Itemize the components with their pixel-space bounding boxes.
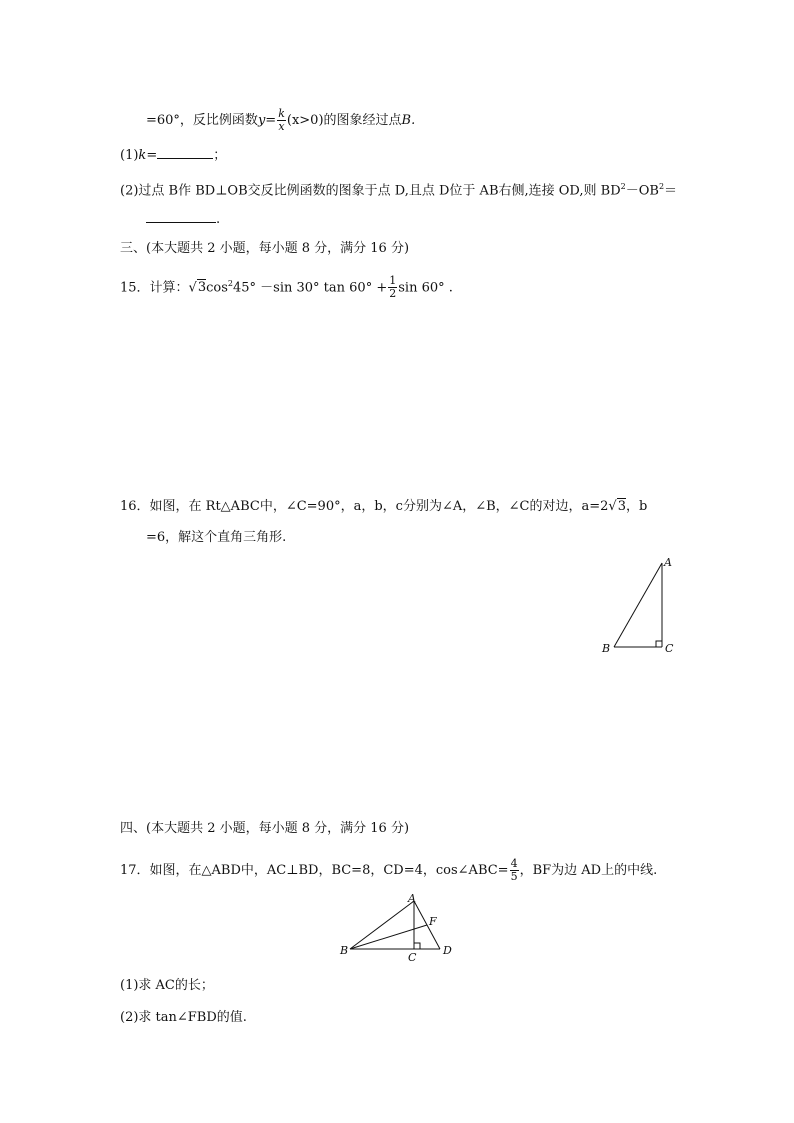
q16-text-end: ，b: [626, 499, 648, 514]
q15-line: 15．计算：$√3\cos^245^\circ -\sin$ 30° tan 60° + $\frac{1}{2}$ sin 60° .: [120, 274, 453, 301]
q14-fraction: [277, 108, 286, 133]
q15-label: 15．计算：: [120, 280, 189, 296]
q14-sub2-answer: [146, 208, 220, 230]
q14-sub1: [120, 144, 226, 166]
q14-text-b: 的图象经过点: [323, 113, 402, 128]
q15-sqrt-arg: 3: [197, 280, 207, 296]
q15-fraction: [388, 275, 397, 300]
q14-text-a: =60°，反比例函数: [146, 113, 258, 128]
q14-sub2-sup2: 2: [658, 182, 665, 191]
q15-frac-den: 2: [389, 287, 397, 301]
q14-sub2-sup1: 2: [620, 182, 626, 191]
answer-blank-2[interactable]: [146, 208, 216, 223]
q14-sub2-end: .: [216, 212, 221, 227]
label-b: B: [602, 642, 611, 655]
q14-eq: =: [265, 113, 277, 128]
segment-ab: [614, 563, 662, 647]
q16-line1: 16．如图，在 Rt△ABC中，∠C=90°，a，b，c分别为∠A，∠B，∠C的对边，a=2√3，b: [120, 499, 648, 514]
q15-expr: 45° －sin 30° tan 60° +: [233, 280, 388, 296]
segment-ab: [350, 901, 414, 949]
label-c: C: [665, 642, 674, 655]
right-angle-mark: [414, 943, 420, 949]
right-angle-mark: [656, 641, 662, 647]
label-f: F: [429, 915, 437, 928]
q15-expr-end: sin 60° .: [398, 280, 453, 296]
q14-frac-num: k: [278, 107, 285, 120]
label-a: A: [408, 892, 416, 905]
section-4-heading: 四、(本大题共 2 小题，每小题 8 分，满分 16 分): [120, 821, 410, 836]
q14-y: y: [257, 113, 266, 128]
q17-triangle-figure: [336, 892, 466, 964]
q17-text-a: 17．如图，在△ABD中，AC⊥BD，BC=8，CD=4，cos∠ABC=: [120, 863, 509, 878]
q14-domain: (x>0): [286, 113, 324, 128]
q17-line1: [120, 858, 657, 883]
answer-blank-1[interactable]: [157, 144, 213, 159]
q14-point-b: B.: [401, 113, 416, 128]
label-a: A: [664, 556, 672, 569]
q14-sub1-end: ；: [213, 148, 227, 163]
q15-frac-num: 1: [389, 274, 397, 288]
q16-triangle-figure: [598, 555, 688, 660]
q14-line1: [146, 108, 415, 133]
q17-frac-den: 5: [510, 870, 518, 883]
label-d: D: [443, 944, 452, 957]
q15-cos: cos: [206, 280, 228, 296]
q17-sub1: (1)求 AC的长；: [120, 978, 214, 993]
q14-sub1-label: (1): [120, 148, 139, 163]
q17-text-b: ，BF为边 AD上的中线.: [519, 863, 658, 878]
label-b: B: [340, 944, 349, 957]
q14-sub2-eq: ＝: [664, 183, 678, 199]
q17-frac-num: 4: [510, 857, 518, 870]
q14-sub2: [120, 177, 677, 201]
q14-sub2-text: (2)过点 B作 BD⊥OB交反比例函数的图象于点 D,且点 D位于 AB右侧,连接 OD,则 BD: [120, 183, 621, 199]
q15-sup: 2: [227, 279, 233, 288]
label-c: C: [408, 951, 417, 964]
q17-fraction: [510, 858, 519, 883]
q14-sub1-k: k: [138, 148, 147, 163]
q14-sub2-mid: －OB: [625, 183, 659, 199]
q14-sub1-eq: =: [146, 148, 158, 163]
q16-sqrt-arg: 3: [617, 499, 626, 514]
q14-frac-den: x: [278, 120, 285, 133]
q17-sub2: (2)求 tan∠FBD的值.: [120, 1010, 247, 1025]
q16-text: 16．如图，在 Rt△ABC中，∠C=90°，a，b，c分别为∠A，∠B，∠C的对边，a=2: [120, 499, 609, 514]
segment-bf: [350, 925, 427, 949]
section-3-heading: 三、(本大题共 2 小题，每小题 8 分，满分 16 分): [120, 241, 410, 256]
q16-line2: =6，解这个直角三角形.: [146, 530, 287, 545]
